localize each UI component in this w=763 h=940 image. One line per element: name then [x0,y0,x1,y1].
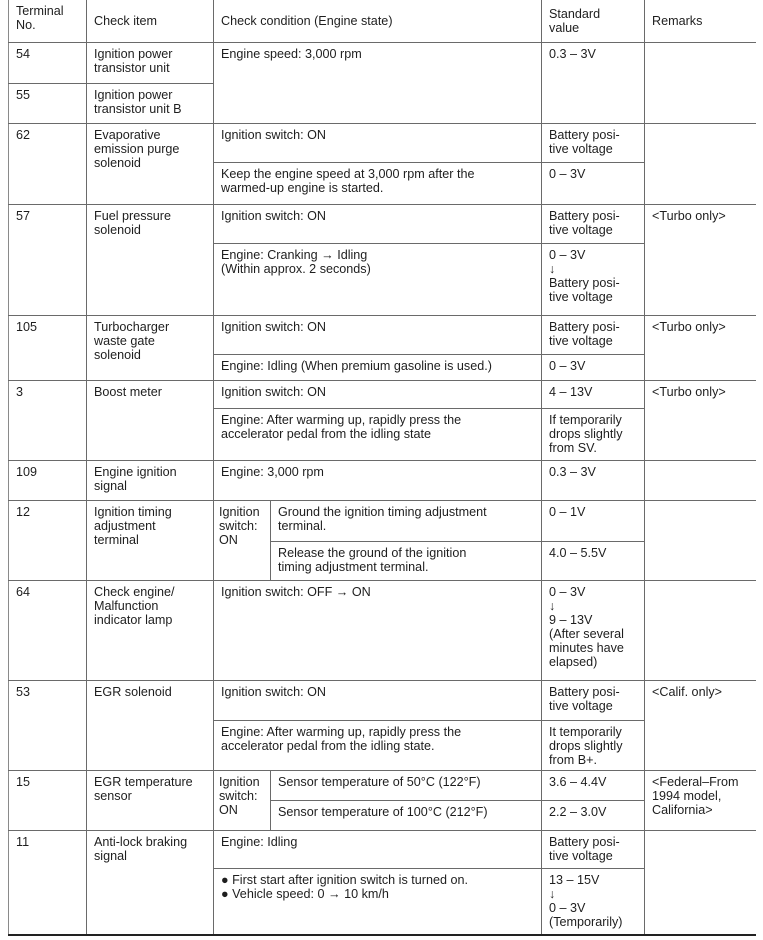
remarks [645,123,756,204]
terminal-no: 15 [9,770,87,830]
standard-value: 13 – 15V ↓ 0 – 3V (Temporarily) [542,868,645,935]
standard-value: 0 – 1V [542,500,645,541]
table-row [9,680,756,720]
header-remarks: Remarks [645,0,756,42]
remarks: <Turbo only> [645,315,756,380]
standard-value: 0.3 – 3V [542,460,645,500]
check-condition: Engine: Idling [214,830,542,868]
check-condition: Sensor temperature of 100°C (212°F) [271,800,542,830]
check-condition: Engine: 3,000 rpm [214,460,542,500]
standard-value: 2.2 – 3.0V [542,800,645,830]
terminal-no: 62 [9,123,87,204]
ignition-switch-label: Ignition switch: ON [214,770,271,830]
terminal-no: 12 [9,500,87,580]
standard-value: Battery posi- tive voltage [542,830,645,868]
remarks [645,460,756,500]
standard-value: 0 – 3V [542,354,645,380]
check-item: Ignition power transistor unit B [87,83,214,123]
terminal-no: 64 [9,580,87,680]
check-item: EGR solenoid [87,680,214,770]
standard-value: Battery posi- tive voltage [542,123,645,162]
table-row [9,500,756,541]
standard-value: Battery posi- tive voltage [542,315,645,354]
check-condition: Ignition switch: OFF → ON [214,580,542,680]
terminal-no: 105 [9,315,87,380]
remarks [645,830,756,935]
check-condition: Sensor temperature of 50°C (122°F) [271,770,542,800]
check-condition: Engine: Cranking → Idling (Within approx. 2 seconds) [214,243,542,315]
remarks: <Turbo only> [645,380,756,460]
remarks: <Federal–From 1994 model, California> [645,770,756,830]
terminal-no: 11 [9,830,87,935]
check-condition: Ignition switch: ON [214,680,542,720]
table-row [9,315,756,354]
check-condition: ● First start after ignition switch is turned on. ● Vehicle speed: 0 → 10 km/h [214,868,542,935]
ignition-switch-label: Ignition switch: ON [214,500,271,580]
header-check-condition: Check condition (Engine state) [214,0,542,42]
check-item: Fuel pressure solenoid [87,204,214,315]
check-item: Boost meter [87,380,214,460]
terminal-no: 54 [9,42,87,83]
standard-value: 0 – 3V ↓ Battery posi- tive voltage [542,243,645,315]
standard-value: 0 – 3V ↓ 9 – 13V (After several minutes have elapsed) [542,580,645,680]
check-condition: Keep the engine speed at 3,000 rpm after the warmed-up engine is started. [214,162,542,204]
check-item: Engine ignition signal [87,460,214,500]
table-row [9,830,756,868]
standard-value: 4 – 13V [542,380,645,408]
table-row [9,380,756,408]
check-item: Turbocharger waste gate solenoid [87,315,214,380]
check-condition: Engine: After warming up, rapidly press the accelerator pedal from the idling state. [214,720,542,770]
table-row [9,770,756,800]
check-condition: Engine speed: 3,000 rpm [214,42,542,123]
table-row [9,460,756,500]
check-condition: Engine: After warming up, rapidly press the accelerator pedal from the idling state [214,408,542,460]
remarks: <Calif. only> [645,680,756,770]
header-standard-value: Standard value [542,0,645,42]
table-row [9,42,756,83]
check-item: Evaporative emission purge solenoid [87,123,214,204]
terminal-no: 57 [9,204,87,315]
standard-value: It temporarily drops slightly from B+. [542,720,645,770]
remarks: <Turbo only> [645,204,756,315]
terminal-no: 55 [9,83,87,123]
check-condition: Ignition switch: ON [214,123,542,162]
table-row [9,204,756,243]
terminal-no: 53 [9,680,87,770]
standard-value: 0.3 – 3V [542,42,645,123]
table-row [9,580,756,680]
standard-value: 3.6 – 4.4V [542,770,645,800]
standard-value: 4.0 – 5.5V [542,541,645,580]
standard-value: 0 – 3V [542,162,645,204]
standard-value: If temporarily drops slightly from SV. [542,408,645,460]
check-condition: Engine: Idling (When premium gasoline is used.) [214,354,542,380]
remarks [645,580,756,680]
header-row [9,0,756,42]
check-condition: Ignition switch: ON [214,315,542,354]
check-item: Check engine/ Malfunction indicator lamp [87,580,214,680]
header-check-item: Check item [87,0,214,42]
remarks [645,500,756,580]
standard-value: Battery posi- tive voltage [542,204,645,243]
terminal-check-table [8,0,756,936]
check-condition: Ground the ignition timing adjustment terminal. [271,500,542,541]
check-condition: Ignition switch: ON [214,204,542,243]
check-condition: Release the ground of the ignition timing adjustment terminal. [271,541,542,580]
check-item: Ignition power transistor unit [87,42,214,83]
check-item: Ignition timing adjustment terminal [87,500,214,580]
check-item: Anti-lock braking signal [87,830,214,935]
check-condition: Ignition switch: ON [214,380,542,408]
standard-value: Battery posi- tive voltage [542,680,645,720]
remarks [645,42,756,123]
terminal-no: 3 [9,380,87,460]
terminal-no: 109 [9,460,87,500]
check-item: EGR temperature sensor [87,770,214,830]
header-terminal-no: Terminal No. [9,0,87,42]
table-row [9,123,756,162]
